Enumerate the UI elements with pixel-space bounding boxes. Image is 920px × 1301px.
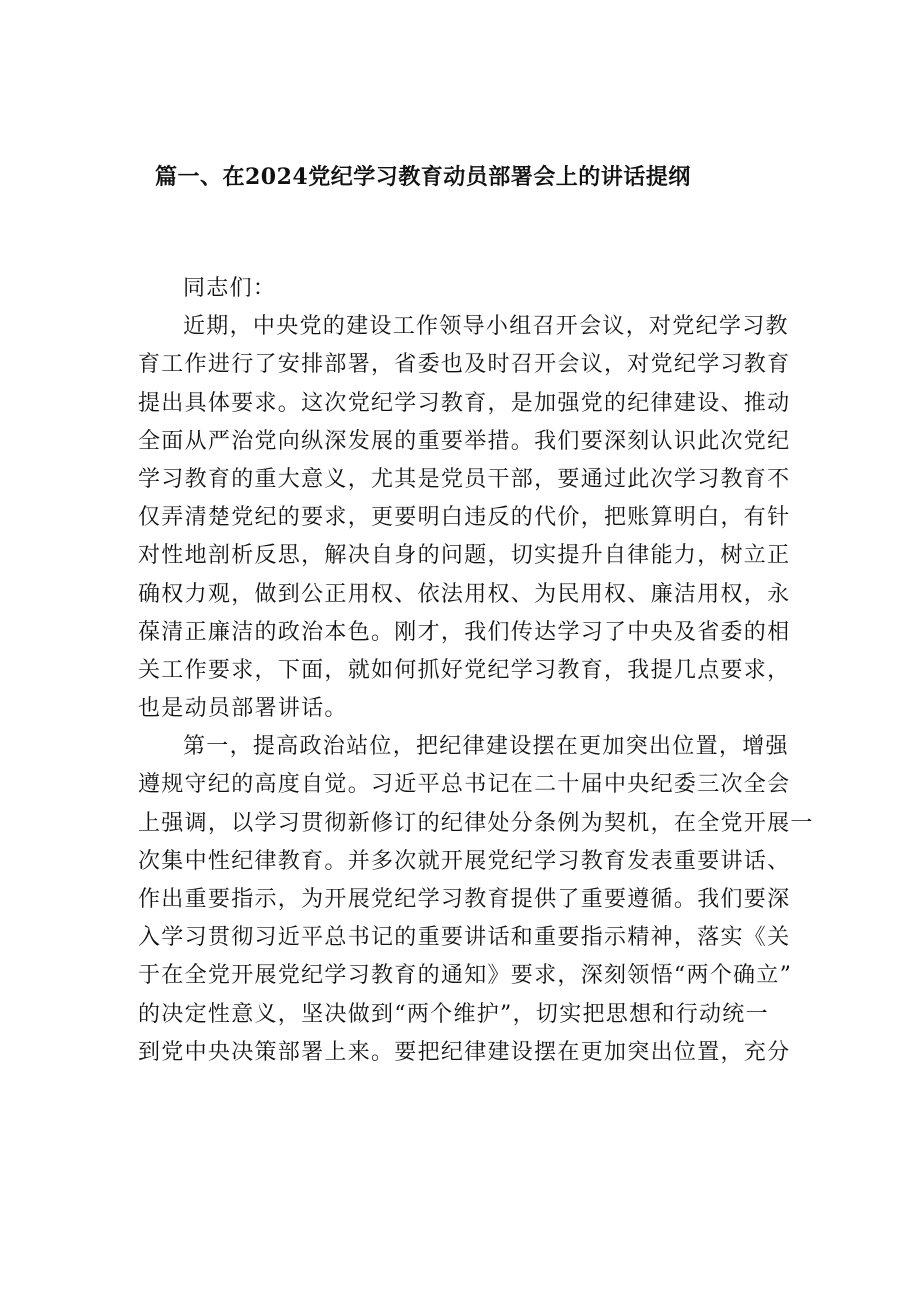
text-line: 对性地剖析反思，解决自身的问题，切实提升自律能力，树立正	[138, 543, 791, 569]
text-line: 入学习贯彻习近平总书记的重要讲话和重要指示精神，落实《关	[138, 925, 791, 951]
text-line: 同志们：	[183, 276, 277, 301]
text-line: 提出具体要求。这次党纪学习教育，是加强党的纪律建设、推动	[138, 390, 791, 416]
text-line: 到党中央决策部署上来。要把纪律建设摆在更加突出位置，充分	[138, 1039, 791, 1065]
text-line: 次集中性纪律教育。并多次就开展党纪学习教育发表重要讲话、	[138, 848, 791, 874]
text-line: 学习教育的重大意义，尤其是党员干部，要通过此次学习教育不	[138, 466, 791, 492]
text-line: 关工作要求，下面，就如何抓好党纪学习教育，我提几点要求，	[138, 657, 791, 683]
text-line: 全面从严治党向纵深发展的重要举措。我们要深刻认识此次党纪	[138, 428, 791, 454]
document-body	[138, 270, 814, 1072]
text-line: 葆清正廉洁的政治本色。刚才，我们传达学习了中央及省委的相	[138, 619, 791, 645]
text-line: 于在全党开展党纪学习教育的通知》要求，深刻领悟“两个确立”	[138, 963, 793, 989]
text-line: 确权力观，做到公正用权、依法用权、为民用权、廉洁用权，永	[138, 581, 791, 607]
text-line: 遵规守纪的高度自觉。习近平总书记在二十届中央纪委三次全会	[138, 772, 791, 798]
text-line: 作出重要指示，为开展党纪学习教育提供了重要遵循。我们要深	[138, 887, 791, 912]
text-line: 近期，中央党的建设工作领导小组召开会议，对党纪学习教	[183, 314, 789, 340]
text-line: 仅弄清楚党纪的要求，更要明白违反的代价，把账算明白，有针	[138, 505, 791, 531]
text-line: 育工作进行了安排部署，省委也及时召开会议，对党纪学习教育	[138, 352, 791, 378]
text-line: 的决定性意义，坚决做到“两个维护”，切实把思想和行动统一	[138, 1001, 769, 1027]
text-line: 第一，提高政治站位，把纪律建设摆在更加突出位置，增强	[183, 734, 789, 760]
document-title: 篇一、在2024党纪学习教育动员部署会上的讲话提纲	[155, 164, 691, 190]
text-line: 也是动员部署讲话。	[138, 696, 348, 722]
text-line: 上强调，以学习贯彻新修订的纪律处分条例为契机，在全党开展一	[138, 810, 814, 836]
